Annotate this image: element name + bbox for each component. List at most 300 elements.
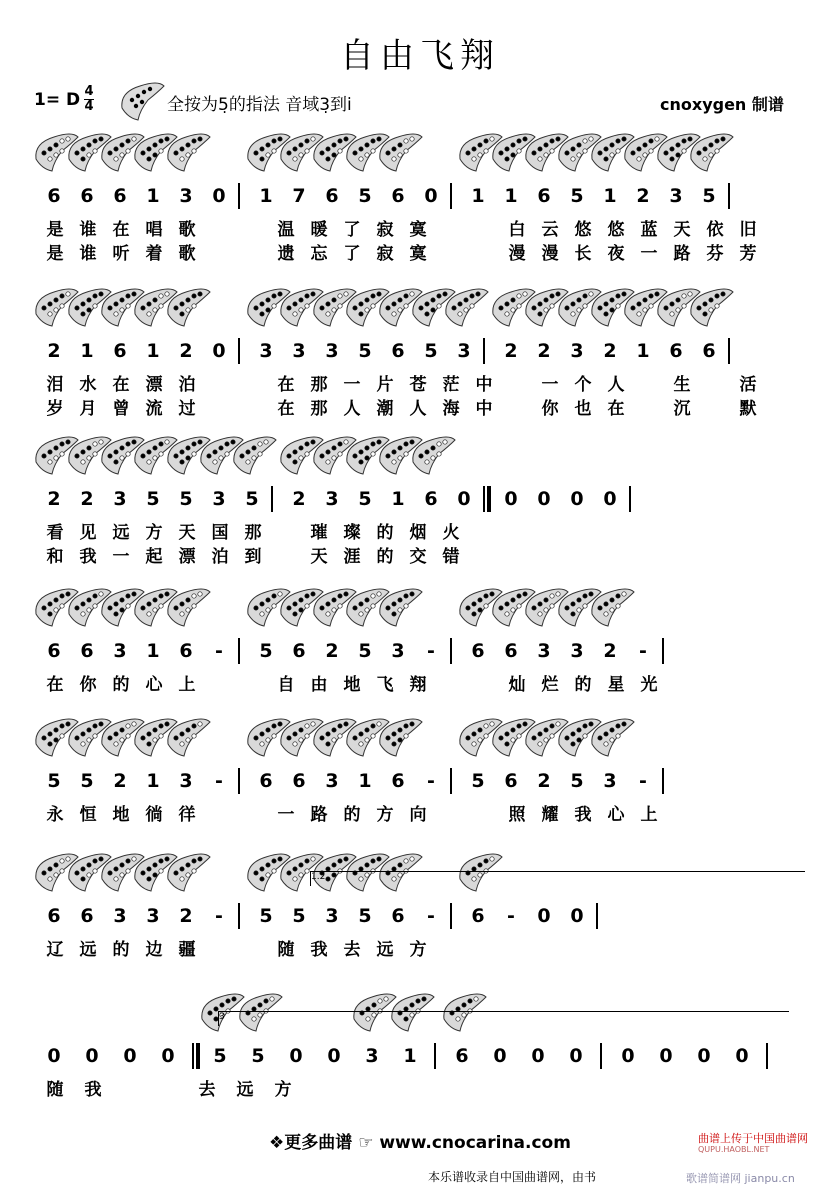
note: 5 [702,185,716,207]
lyric-char: 的 [112,940,130,960]
lyric-char: 岁 [46,399,64,419]
note: 0 [212,340,226,362]
lyric-char: 温 [277,220,295,240]
note: 2 [603,340,617,362]
lyric-char: 疆 [178,940,196,960]
barline [450,638,452,664]
lyric-char: 一 [541,375,559,395]
note: 0 [570,488,584,510]
lyric-char: 沉 [673,399,691,419]
lyric-char: 璨 [343,523,361,543]
lyric-char: 寂 [376,244,394,264]
watermark-bottom: 歌谱简谱网 jianpu.cn [686,1172,795,1185]
note: 6 [504,770,518,792]
note: 1 [146,770,160,792]
lyric-char: 一 [343,375,361,395]
lyric-char: 漫 [541,244,559,264]
lyric-char: 云 [541,220,559,240]
lyric-char: 夜 [607,244,625,264]
note: - [427,640,435,662]
note: 6 [391,905,405,927]
lyric-char: 的 [376,547,394,567]
note: 5 [358,185,372,207]
lyric-char: 耀 [541,805,559,825]
lyric-char: 星 [607,675,625,695]
lyric-char: 去 [343,940,361,960]
note: 0 [603,488,617,510]
note: 2 [603,640,617,662]
lyric-char: 和 [46,547,64,567]
lyric-char: 潮 [376,399,394,419]
lyric-char: 的 [343,805,361,825]
barline [766,1043,768,1069]
barline [238,768,240,794]
note: 6 [669,340,683,362]
barline [629,486,631,512]
note: 3 [325,488,339,510]
note: 6 [292,640,306,662]
lyric-char: 见 [79,523,97,543]
note: 6 [259,770,273,792]
watermark-top: 曲谱上传于中国曲谱网 [698,1132,808,1145]
lyric-char: 天 [310,547,328,567]
ocarina-fingering-icon [687,129,735,173]
lyric-char: 谁 [79,244,97,264]
lyric-char: 光 [640,675,658,695]
note: 6 [537,185,551,207]
note: 0 [537,488,551,510]
lyric-char: 远 [236,1080,254,1100]
note: 6 [80,640,94,662]
lyric-char: 漂 [178,547,196,567]
lyric-char: 泊 [211,547,229,567]
barline [238,903,240,929]
note: 0 [493,1045,507,1067]
lyric-char: 地 [112,805,130,825]
note: 0 [212,185,226,207]
lyric-char: 在 [277,375,295,395]
note: 3 [325,340,339,362]
lyric-char: 交 [409,547,427,567]
lyric-char: 月 [79,399,97,419]
barline [596,903,598,929]
note: 0 [85,1045,99,1067]
ocarina-fingering-icon [230,432,278,476]
lyric-char: 在 [607,399,625,419]
lyric-char: 流 [145,399,163,419]
ocarina-fingering-icon [164,584,212,628]
note: 5 [213,1045,227,1067]
note: 0 [537,905,551,927]
lyric-char: 地 [343,675,361,695]
ocarina-fingering-icon [118,78,166,122]
barline [662,768,664,794]
lyric-char: 那 [244,523,262,543]
note: 3 [669,185,683,207]
time-sig-bottom: 4 [84,99,94,114]
ocarina-fingering-icon [588,584,636,628]
lyric-char: 泊 [178,375,196,395]
page-title: 自由飞翔 [340,36,500,76]
note: 5 [259,905,273,927]
note: 5 [358,488,372,510]
ocarina-fingering-icon [376,129,424,173]
lyric-char: 向 [409,805,427,825]
lyric-char: 随 [277,940,295,960]
lyric-char: 灿 [508,675,526,695]
lyric-char: 中 [475,399,493,419]
lyric-char: 苍 [409,375,427,395]
lyric-char: 的 [574,675,592,695]
fingering-note: 全按为5̣的指法 音域3̣到i̇ [167,95,352,115]
note: 5 [146,488,160,510]
ocarina-fingering-icon [409,432,457,476]
lyric-char: 芳 [739,244,757,264]
lyric-char: 也 [574,399,592,419]
note: 5 [245,488,259,510]
lyric-char: 白 [508,220,526,240]
note: 3 [179,770,193,792]
lyric-char: 你 [79,675,97,695]
note: 5 [80,770,94,792]
note: 3 [457,340,471,362]
lyric-char: 在 [112,375,130,395]
note: 3 [212,488,226,510]
lyric-char: 国 [211,523,229,543]
lyric-char: 活 [739,375,757,395]
note: 6 [113,340,127,362]
lyric-char: 涯 [343,547,361,567]
note: 6 [391,770,405,792]
barline [238,338,240,364]
note: 5 [259,640,273,662]
note: 3 [325,770,339,792]
note: 2 [179,905,193,927]
lyric-char: 着 [145,244,163,264]
lyric-char: 辽 [46,940,64,960]
lyric-char: 上 [178,675,196,695]
note: 5 [292,905,306,927]
note: 0 [735,1045,749,1067]
lyric-char: 依 [706,220,724,240]
lyric-char: 方 [376,805,394,825]
lyric-char: 徜 [145,805,163,825]
lyric-char: 随 [46,1080,64,1100]
note: 0 [123,1045,137,1067]
ocarina-fingering-icon [376,584,424,628]
lyric-char: 自 [277,675,295,695]
note: 1 [358,770,372,792]
note: 3 [391,640,405,662]
lyric-char: 在 [46,675,64,695]
lyric-char: 路 [310,805,328,825]
lyric-char: 看 [46,523,64,543]
lyric-char: 上 [640,805,658,825]
lyric-char: 天 [673,220,691,240]
lyric-char: 水 [79,375,97,395]
note: 3 [325,905,339,927]
ocarina-fingering-icon [164,129,212,173]
lyric-char: 边 [145,940,163,960]
lyric-char: 你 [541,399,559,419]
lyric-char: 中 [475,375,493,395]
lyric-char: 在 [112,220,130,240]
note: 6 [702,340,716,362]
note: - [215,640,223,662]
lyric-char: 我 [84,1080,102,1100]
lyric-char: 生 [673,375,691,395]
ocarina-fingering-icon [164,714,212,758]
lyric-char: 个 [574,375,592,395]
note: 0 [327,1045,341,1067]
note: 1 [259,185,273,207]
note: 6 [424,488,438,510]
lyric-char: 由 [310,675,328,695]
note: - [639,770,647,792]
note: 3 [113,640,127,662]
note: 3 [570,640,584,662]
volta-bracket: 1.2 [310,871,805,886]
note: 2 [47,488,61,510]
note: 2 [292,488,306,510]
lyric-char: 歌 [178,244,196,264]
barline [450,183,452,209]
note: 2 [325,640,339,662]
lyric-char: 片 [376,375,394,395]
note: 3 [146,905,160,927]
lyric-char: 遗 [277,244,295,264]
lyric-char: 歌 [178,220,196,240]
lyric-char: 远 [112,523,130,543]
note: 3 [113,488,127,510]
note: 2 [537,770,551,792]
lyric-char: 曾 [112,399,130,419]
lyric-char: 的 [376,523,394,543]
lyric-char: 一 [640,244,658,264]
note: 1 [146,185,160,207]
lyric-char: 到 [244,547,262,567]
lyric-char: 我 [79,547,97,567]
lyric-char: 恒 [79,805,97,825]
note: 5 [251,1045,265,1067]
lyric-char: 人 [343,399,361,419]
arranger-credit: cnoxygen 制谱 [660,95,784,114]
note: 3 [113,905,127,927]
source-note: 本乐谱收录自中国曲谱网，由书 [428,1170,597,1184]
note: 2 [636,185,650,207]
note: 1 [504,185,518,207]
lyric-char: 悠 [607,220,625,240]
lyric-char: 是 [46,244,64,264]
lyric-char: 忘 [310,244,328,264]
lyric-char: 人 [409,399,427,419]
lyric-char: 方 [274,1080,292,1100]
lyric-char: 一 [277,805,295,825]
note: 6 [325,185,339,207]
barline [450,903,452,929]
note: 0 [621,1045,635,1067]
note: 5 [471,770,485,792]
note: 6 [47,905,61,927]
lyric-char: 一 [112,547,130,567]
lyric-char: 飞 [376,675,394,695]
lyric-char: 悠 [574,220,592,240]
note: 3 [365,1045,379,1067]
note: 6 [47,185,61,207]
lyric-char: 照 [508,805,526,825]
lyric-char: 茫 [442,375,460,395]
ocarina-fingering-icon [376,714,424,758]
note: 0 [570,905,584,927]
lyric-char: 了 [343,244,361,264]
lyric-char: 我 [574,805,592,825]
lyric-char: 寞 [409,244,427,264]
lyric-char: 寞 [409,220,427,240]
note: 6 [391,185,405,207]
lyric-char: 璀 [310,523,328,543]
lyric-char: 听 [112,244,130,264]
note: 3 [259,340,273,362]
barline [238,183,240,209]
lyric-char: 心 [607,805,625,825]
barline [728,183,730,209]
note: 5 [570,770,584,792]
lyric-char: 人 [607,375,625,395]
note: 0 [504,488,518,510]
lyric-char: 海 [442,399,460,419]
note: - [639,640,647,662]
barline [600,1043,602,1069]
barline [728,338,730,364]
barline [271,486,273,512]
note: 1 [391,488,405,510]
note: 5 [47,770,61,792]
note: 5 [358,340,372,362]
note: 6 [80,185,94,207]
note: 5 [179,488,193,510]
ocarina-fingering-icon [164,849,212,893]
note: 1 [146,340,160,362]
lyric-char: 暖 [310,220,328,240]
lyric-char: 那 [310,399,328,419]
ocarina-fingering-icon [687,284,735,328]
lyric-char: 去 [198,1080,216,1100]
repeat-barline [483,486,485,512]
note: 2 [113,770,127,792]
lyric-char: 蓝 [640,220,658,240]
note: 0 [659,1045,673,1067]
lyric-char: 远 [79,940,97,960]
lyric-char: 了 [343,220,361,240]
note: 2 [504,340,518,362]
note: - [507,905,515,927]
lyric-char: 烟 [409,523,427,543]
ocarina-fingering-icon [164,284,212,328]
lyric-char: 唱 [145,220,163,240]
note: - [215,770,223,792]
note: 6 [391,340,405,362]
lyric-char: 那 [310,375,328,395]
note: 3 [292,340,306,362]
lyric-char: 路 [673,244,691,264]
watermark-mid: QUPU.HAOBL.NET [698,1145,770,1154]
note: 6 [471,905,485,927]
lyric-char: 默 [739,399,757,419]
note: 0 [289,1045,303,1067]
footer-link[interactable]: ❖更多曲谱 ☞ www.cnocarina.com [269,1133,571,1153]
lyric-char: 在 [277,399,295,419]
note: 7 [292,185,306,207]
lyric-char: 心 [145,675,163,695]
lyric-char: 漫 [508,244,526,264]
time-signature [84,86,94,113]
note: 3 [537,640,551,662]
note: 6 [80,905,94,927]
barline [483,338,485,364]
note: - [427,905,435,927]
ocarina-fingering-icon [588,714,636,758]
lyric-char: 谁 [79,220,97,240]
note: 3 [570,340,584,362]
note: 1 [636,340,650,362]
note: 6 [179,640,193,662]
barline [238,638,240,664]
lyric-char: 翔 [409,675,427,695]
volta-bracket: 3 [218,1011,789,1026]
lyric-char: 芬 [706,244,724,264]
note: 5 [570,185,584,207]
lyric-char: 火 [442,523,460,543]
lyric-char: 天 [178,523,196,543]
note: - [215,905,223,927]
lyric-char: 是 [46,220,64,240]
note: 2 [47,340,61,362]
note: 2 [80,488,94,510]
repeat-barline [192,1043,194,1069]
lyric-char: 过 [178,399,196,419]
note: 5 [358,640,372,662]
note: 3 [603,770,617,792]
note: 2 [179,340,193,362]
note: 6 [455,1045,469,1067]
lyric-char: 长 [574,244,592,264]
note: - [427,770,435,792]
note: 6 [471,640,485,662]
lyric-char: 方 [409,940,427,960]
note: 1 [471,185,485,207]
note: 1 [80,340,94,362]
lyric-char: 泪 [46,375,64,395]
key-signature: 1= D [34,90,81,110]
lyric-char: 方 [145,523,163,543]
lyric-char: 徉 [178,805,196,825]
lyric-char: 的 [112,675,130,695]
lyric-char: 起 [145,547,163,567]
note: 6 [504,640,518,662]
note: 2 [537,340,551,362]
note: 5 [358,905,372,927]
barline [434,1043,436,1069]
note: 0 [161,1045,175,1067]
repeat-barline-thick [196,1043,200,1069]
note: 6 [47,640,61,662]
lyric-char: 我 [310,940,328,960]
repeat-barline-thick [487,486,491,512]
lyric-char: 永 [46,805,64,825]
ocarina-fingering-icon [442,284,490,328]
note: 0 [697,1045,711,1067]
lyric-char: 寂 [376,220,394,240]
